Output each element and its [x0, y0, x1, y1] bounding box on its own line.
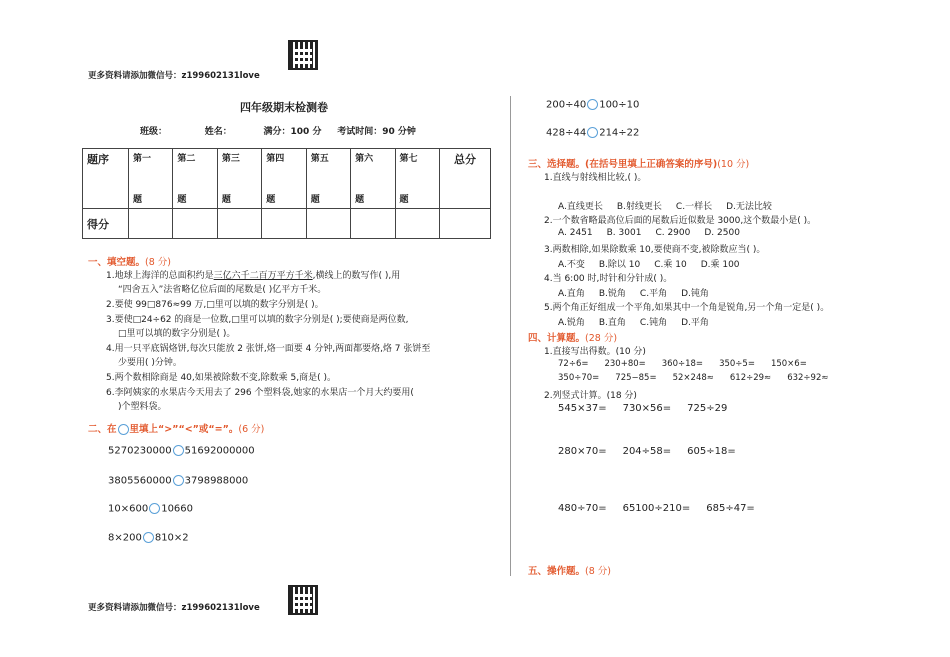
s3-q2-options [558, 228, 754, 238]
compare-item: 5270230000 51692000000 [108, 445, 255, 457]
wechat-text-bottom: 更多资料请添加微信号：z199602131love [88, 603, 260, 613]
s3-q2: 2.一个数省略最高位后面的尾数后近似数是 3000,这个数最小是( )。 [544, 216, 817, 226]
s4-q2: 2.列竖式计算。(18 分) [544, 391, 637, 401]
section1-heading: 一、填空题。(8 分) [88, 257, 171, 268]
s1-q6-line2: )个塑料袋。 [118, 402, 167, 412]
calc-item: 545×37= [558, 403, 607, 414]
compare-item: 10×600 10660 [108, 503, 194, 515]
calc-item: 605÷18= [687, 446, 736, 457]
calc-item: 632÷92≈ [787, 373, 829, 383]
s3-q5: 5.两个角正好组成一个平角,如果其中一个角是锐角,另一个角一定是( )。 [544, 303, 830, 313]
s1-q1-line1: 1.地球上海洋的总面积约是三亿六千二百万平方千米,横线上的数写作( ),用 [106, 271, 401, 281]
table-col-7: 第七 题 [395, 149, 439, 209]
option[interactable]: C.平角 [639, 289, 668, 299]
answer-circle[interactable] [587, 127, 598, 138]
score-cell[interactable] [173, 209, 217, 239]
s1-q1-line2: “四舍五入”法省略亿位后面的尾数是( )亿平方千米。 [118, 285, 327, 295]
score-cell[interactable] [395, 209, 439, 239]
info-line [140, 124, 420, 137]
score-cell[interactable] [351, 209, 395, 239]
option[interactable]: D.平角 [681, 318, 709, 328]
compare-item: 3805560000 3798988000 [108, 475, 249, 487]
calc-item: 612÷29≈ [729, 373, 772, 383]
exam-time: 考试时间：90 分钟 [337, 127, 416, 137]
table-col-3: 第三 题 [217, 149, 261, 209]
table-col-4: 第四 题 [262, 149, 306, 209]
score-cell[interactable] [306, 209, 350, 239]
answer-circle[interactable] [143, 532, 154, 543]
s1-q4-line1: 4.用一只平底锅烙饼,每次只能放 2 张饼,烙一面要 4 分钟,两面都要烙,烙 7 张饼至 [106, 344, 431, 354]
option[interactable]: B.除以 10 [598, 260, 641, 270]
section5-heading: 五、操作题。(8 分) [528, 566, 611, 577]
s1-q6-line1: 6.李阿姨家的水果店今天用去了 296 个塑料袋,她家的水果店一个月大约要用( [106, 388, 414, 398]
calc-item: 350÷70= [558, 373, 600, 383]
s3-q4-options [558, 286, 723, 299]
s3-q5-options [558, 315, 723, 328]
score-cell[interactable] [439, 209, 490, 239]
option[interactable]: D.钝角 [681, 289, 709, 299]
table-header-label: 题序 [83, 149, 129, 209]
vertical-calc-row-2 [558, 446, 752, 457]
wechat-text-top: 更多资料请添加微信号：z199602131love [88, 71, 260, 81]
s3-q4: 4.当 6:00 时,时针和分针成( )。 [544, 274, 673, 284]
answer-circle[interactable] [173, 445, 184, 456]
column-divider [510, 96, 511, 576]
calc-item: 725÷29 [687, 403, 728, 414]
s1-q4-line2: 少要用( )分钟。 [118, 358, 182, 368]
s3-q1-options [558, 199, 786, 212]
circle-icon [118, 424, 129, 435]
calc-item: 350÷5= [719, 359, 755, 369]
s1-q3-line2: □里可以填的数字分别是( )。 [118, 329, 236, 339]
score-cell[interactable] [129, 209, 173, 239]
answer-circle[interactable] [587, 99, 598, 110]
calc-item: 480÷70= [558, 503, 607, 514]
page-title: 四年级期末检测卷 [240, 101, 328, 114]
option[interactable]: A.不变 [558, 260, 585, 270]
score-cell[interactable] [262, 209, 306, 239]
s1-q2: 2.要使 99□876≈99 万,□里可以填的数字分别是( )。 [106, 300, 324, 310]
option[interactable]: A.直线更长 [558, 202, 603, 212]
oral-calc-row-1 [558, 359, 823, 369]
qr-code-bottom [288, 585, 318, 615]
s3-q3-options [558, 257, 754, 270]
score-table [82, 148, 491, 239]
table-score-label: 得分 [83, 209, 129, 239]
table-col-6: 第六 题 [351, 149, 395, 209]
calc-item: 52×248≈ [672, 373, 714, 383]
s3-q3: 3.两数相除,如果除数乘 10,要使商不变,被除数应当( )。 [544, 245, 766, 255]
calc-item: 360÷18= [661, 359, 704, 369]
section3-heading: 三、选择题。(在括号里填上正确答案的序号)(10 分) [528, 159, 750, 170]
option[interactable]: A.锐角 [558, 318, 585, 328]
option[interactable]: D. 2500 [704, 228, 740, 238]
option[interactable]: A. 2451 [558, 228, 593, 238]
option[interactable]: C.一样长 [675, 202, 713, 212]
vertical-calc-row-1 [558, 403, 743, 414]
vertical-calc-row-3 [558, 503, 771, 514]
s3-q1: 1.直线与射线相比较,( )。 [544, 173, 647, 183]
s1-q5: 5.两个数相除商是 40,如果被除数不变,除数乘 5,商是( )。 [106, 373, 336, 383]
section4-heading: 四、计算题。(28 分) [528, 333, 618, 344]
calc-item: 204÷58= [622, 446, 672, 457]
calc-item: 725−85= [615, 373, 657, 383]
compare-item: 8×200 810×2 [108, 532, 189, 544]
option[interactable]: A.直角 [558, 289, 585, 299]
calc-item: 685÷47= [706, 503, 755, 514]
table-col-2: 第二 题 [173, 149, 217, 209]
compare-item: 200÷40 100÷10 [546, 99, 640, 111]
calc-item: 150×6= [770, 359, 807, 369]
name-label: 姓名： [204, 127, 232, 137]
table-col-1: 第一 题 [129, 149, 173, 209]
calc-item: 72÷6= [558, 359, 589, 369]
answer-circle[interactable] [173, 475, 184, 486]
option[interactable]: B.锐角 [598, 289, 626, 299]
option[interactable]: D.无法比较 [726, 202, 772, 212]
oral-calc-row-2 [558, 373, 844, 383]
section2-heading: 二、在 里填上“>”“<”或“=”。(6 分) [88, 424, 265, 435]
qr-code-top [288, 40, 318, 70]
calc-item: 730×56= [622, 403, 672, 414]
s4-q1: 1.直接写出得数。(10 分) [544, 347, 646, 357]
option[interactable]: C.乘 10 [654, 260, 687, 270]
calc-item: 280×70= [558, 446, 607, 457]
option[interactable]: B. 3001 [606, 228, 642, 238]
calc-item: 230+80= [604, 359, 646, 369]
option[interactable]: B.射线更长 [616, 202, 662, 212]
class-label: 班级： [140, 127, 168, 137]
full-score: 满分：100 分 [263, 127, 322, 137]
score-cell[interactable] [217, 209, 261, 239]
table-col-5: 第五 题 [306, 149, 350, 209]
option[interactable]: D.乘 100 [700, 260, 740, 270]
option[interactable]: B.直角 [598, 318, 626, 328]
table-total-label: 总分 [439, 149, 490, 209]
calc-item: 65100÷210= [622, 503, 691, 514]
option[interactable]: C. 2900 [655, 228, 691, 238]
compare-item: 428÷44 214÷22 [546, 127, 640, 139]
answer-circle[interactable] [149, 503, 160, 514]
s1-q3-line1: 3.要使□24÷62 的商是一位数,□里可以填的数字分别是( );要使商是两位数, [106, 315, 409, 325]
option[interactable]: C.钝角 [639, 318, 668, 328]
